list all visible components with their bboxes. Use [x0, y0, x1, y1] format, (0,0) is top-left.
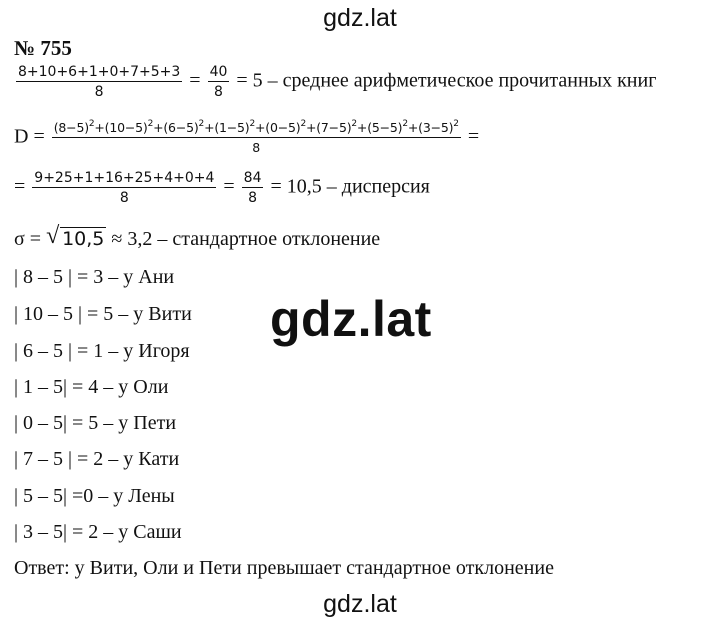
- watermark-bottom: gdz.lat: [323, 590, 397, 618]
- mean-fraction: [16, 64, 182, 100]
- variance-term: +(6−5): [153, 120, 199, 135]
- variance-term: +(0−5): [255, 120, 301, 135]
- answer-text: Ответ: у Вити, Оли и Пети превышает стандартное отклонение: [14, 557, 554, 579]
- stddev-line: [14, 223, 381, 251]
- variance-term: (8−5): [53, 120, 89, 135]
- deviation-line: | 1 – 5| = 4 – у Оли: [14, 376, 169, 398]
- variance-rhs: =: [467, 125, 480, 148]
- variance-exponent: 2: [453, 119, 459, 129]
- variance-line: [14, 120, 479, 156]
- variance-exponent: 2: [300, 119, 306, 129]
- variance2-fraction-2-den: 8: [248, 190, 258, 206]
- variance2-equals: =: [223, 175, 235, 198]
- variance2-fraction-2: [242, 170, 264, 206]
- variance-exponent: 2: [351, 119, 357, 129]
- variance2-denominator: 8: [119, 190, 129, 206]
- mean-fraction-2: [208, 64, 230, 100]
- variance-exponent: 2: [402, 119, 408, 129]
- variance-exponent: 2: [88, 119, 95, 129]
- deviation-line: | 6 – 5 | = 1 – у Игоря: [14, 340, 190, 362]
- mean-result: = 5 – среднее арифметическое прочитанных книг: [236, 69, 657, 92]
- variance-exponent: 2: [147, 119, 154, 129]
- deviation-line: | 10 – 5 | = 5 – у Вити: [14, 303, 192, 325]
- problem-number: № 755: [14, 36, 72, 60]
- variance2-fraction: [32, 170, 216, 206]
- deviation-line: | 8 – 5 | = 3 – у Ани: [14, 266, 175, 288]
- sqrt-expression: [46, 223, 106, 251]
- mean-fraction-2-num: 40: [209, 64, 228, 80]
- variance-denominator: 8: [252, 140, 261, 155]
- watermark-middle: gdz.lat: [270, 291, 432, 347]
- deviation-line: | 3 – 5| = 2 – у Саши: [14, 521, 182, 543]
- variance-term: +(7−5): [305, 120, 352, 135]
- variance-term: +(10−5): [94, 120, 148, 135]
- variance-exponent: 2: [198, 119, 205, 129]
- mean-equals: =: [189, 69, 201, 92]
- mean-denominator: 8: [94, 84, 104, 100]
- variance2-lead: =: [14, 175, 26, 198]
- variance-exponent: 2: [249, 119, 256, 129]
- variance-fraction: [52, 120, 461, 156]
- mean-numerator: 8+10+6+1+0+7+5+3: [18, 64, 181, 80]
- stddev-lhs: σ =: [14, 228, 42, 250]
- variance2-line: [14, 170, 430, 206]
- variance2-numerator: 9+25+1+16+25+4+0+4: [34, 170, 215, 186]
- variance-term: +(1−5): [204, 120, 250, 135]
- variance2-fraction-2-num: 84: [243, 170, 262, 186]
- deviation-line: | 7 – 5 | = 2 – у Кати: [14, 448, 180, 470]
- mean-line: [14, 64, 656, 100]
- deviation-line: | 0 – 5| = 5 – у Пети: [14, 412, 177, 434]
- variance-term: +(3−5): [407, 120, 454, 135]
- variance2-result: = 10,5 – дисперсия: [270, 175, 430, 198]
- radical-sign: √: [46, 223, 60, 249]
- mean-fraction-2-den: 8: [214, 84, 223, 100]
- variance-lhs: D =: [14, 125, 45, 148]
- watermark-top: gdz.lat: [323, 4, 397, 32]
- variance-term: +(5−5): [356, 120, 403, 135]
- variance-numerator: [52, 120, 461, 138]
- deviation-line: | 5 – 5| =0 – у Лены: [14, 485, 175, 507]
- radicand: 10,5: [62, 228, 105, 250]
- stddev-result: ≈ 3,2 – стандартное отклонение: [111, 228, 381, 250]
